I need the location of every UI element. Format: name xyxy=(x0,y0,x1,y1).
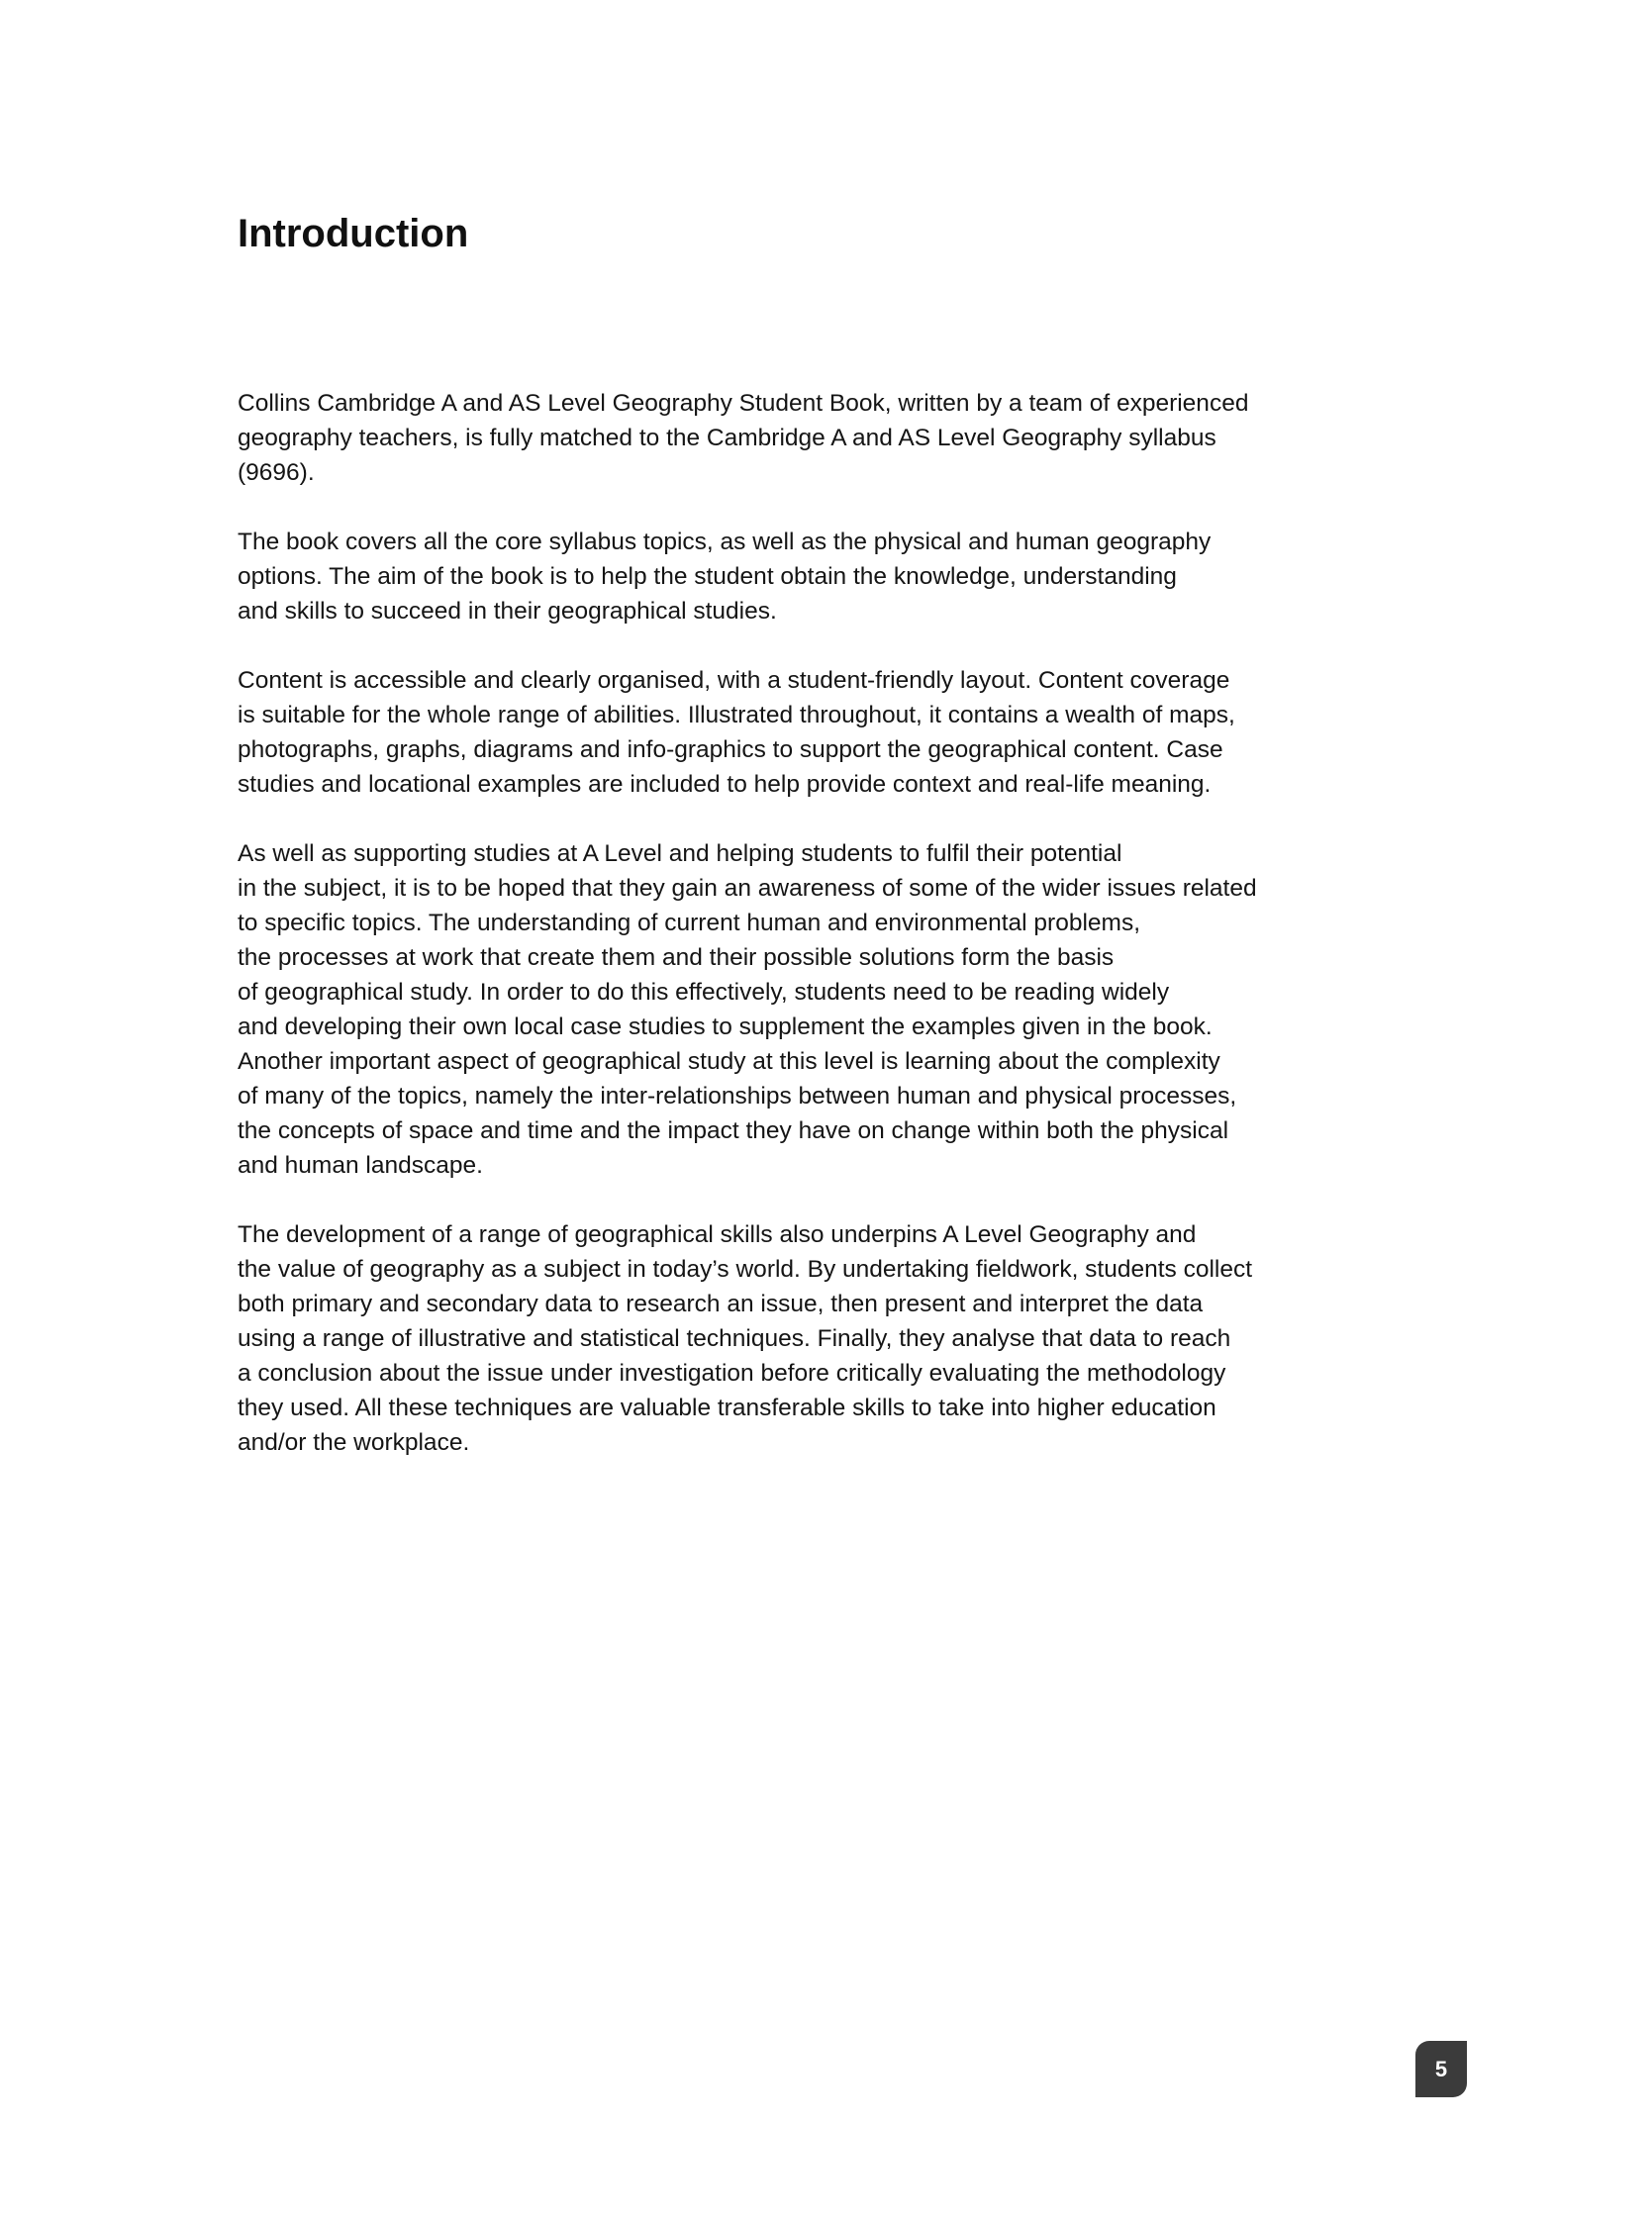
text-line: they used. All these techniques are valuable transferable skills to take into higher education xyxy=(238,1395,1216,1421)
text-line: using a range of illustrative and statistical techniques. Finally, they analyse that data to reach xyxy=(238,1325,1231,1352)
page-title: Introduction xyxy=(238,212,469,255)
text-line: options. The aim of the book is to help the student obtain the knowledge, understanding xyxy=(238,563,1177,590)
paragraph-2 xyxy=(238,525,1376,628)
text-line: studies and locational examples are included to help provide context and real-life meaning. xyxy=(238,771,1212,798)
text-line: and skills to succeed in their geographical studies. xyxy=(238,598,777,625)
text-line: The development of a range of geographical skills also underpins A Level Geography and xyxy=(238,1221,1197,1248)
text-line: the processes at work that create them and their possible solutions form the basis xyxy=(238,944,1115,971)
page-number-badge xyxy=(1415,2041,1467,2097)
text-line: of geographical study. In order to do this effectively, students need to be reading widely xyxy=(238,979,1170,1006)
body-text xyxy=(238,386,1376,1495)
text-line: both primary and secondary data to research an issue, then present and interpret the data xyxy=(238,1291,1204,1317)
text-line: geography teachers, is fully matched to the Cambridge A and AS Level Geography syllabus xyxy=(238,425,1216,451)
text-line: Another important aspect of geographical study at this level is learning about the complexity xyxy=(238,1048,1220,1075)
paragraph-5 xyxy=(238,1217,1376,1460)
text-line: to specific topics. The understanding of current human and environmental problems, xyxy=(238,910,1141,936)
text-line: of many of the topics, namely the inter-relationships between human and physical processes, xyxy=(238,1083,1237,1110)
text-line: in the subject, it is to be hoped that they gain an awareness of some of the wider issues related xyxy=(238,875,1257,902)
text-line: the value of geography as a subject in today’s world. By undertaking fieldwork, students collect xyxy=(238,1256,1253,1283)
text-line: is suitable for the whole range of abilities. Illustrated throughout, it contains a wealth of maps, xyxy=(238,702,1235,728)
text-line: The book covers all the core syllabus topics, as well as the physical and human geography xyxy=(238,529,1212,555)
text-line: a conclusion about the issue under investigation before critically evaluating the methodology xyxy=(238,1360,1226,1387)
page-number: 5 xyxy=(1434,2057,1448,2081)
text-line: the concepts of space and time and the impact they have on change within both the physical xyxy=(238,1117,1229,1144)
text-line: Content is accessible and clearly organised, with a student-friendly layout. Content coverage xyxy=(238,667,1230,694)
text-line: (9696). xyxy=(238,459,315,486)
text-line: As well as supporting studies at A Level and helping students to fulfil their potential xyxy=(238,840,1122,867)
text-line: and developing their own local case studies to supplement the examples given in the book. xyxy=(238,1014,1213,1040)
text-line: photographs, graphs, diagrams and info-graphics to support the geographical content. Case xyxy=(238,736,1223,763)
paragraph-4 xyxy=(238,836,1376,1183)
paragraph-1 xyxy=(238,386,1376,490)
paragraph-3 xyxy=(238,663,1376,802)
text-line: Collins Cambridge A and AS Level Geography Student Book, written by a team of experienced xyxy=(238,390,1249,417)
text-line: and/or the workplace. xyxy=(238,1429,470,1456)
text-line: and human landscape. xyxy=(238,1152,483,1179)
